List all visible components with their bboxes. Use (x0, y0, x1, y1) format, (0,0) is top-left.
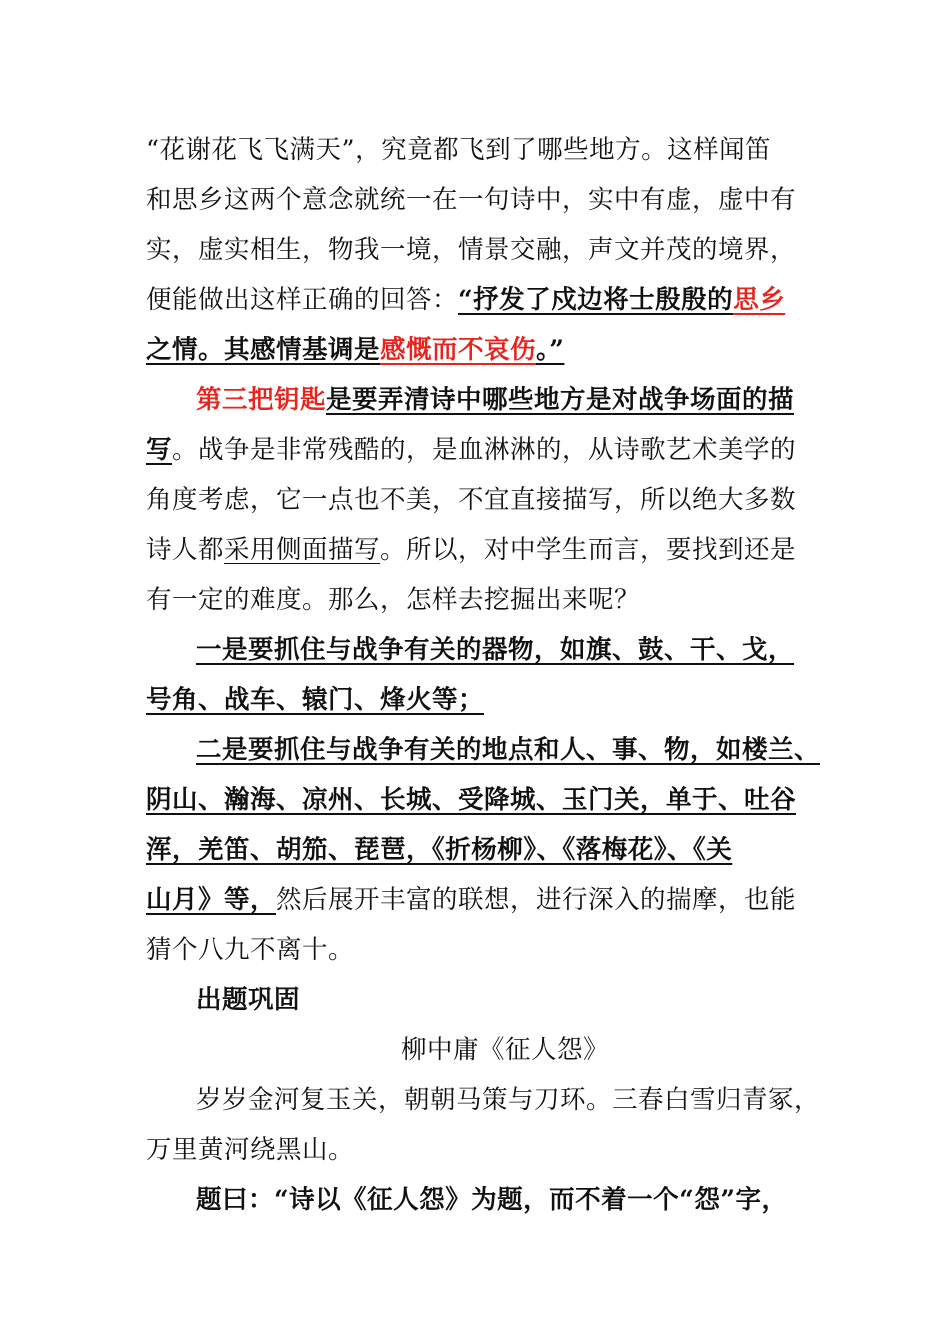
poem-line (146, 1132, 354, 1168)
section-heading (196, 982, 300, 1018)
poem-title (0, 1032, 950, 1068)
key-label: 第三把钥匙 (196, 385, 327, 415)
paragraph-line (146, 582, 640, 618)
text: 。所以，对中学生而言，要找到还是 (380, 535, 797, 565)
point-two: 浑，羌笛、胡笳、琵琶，《折杨柳》、《落梅花》、《关 (146, 835, 733, 865)
text: 诗人都 (146, 535, 225, 565)
poem-line (196, 1082, 820, 1118)
answer-keyword-tone: 感慨而不哀伤 (380, 335, 537, 365)
question-text: 题曰：“诗以《征人怨》为题，而不着一个“怨”字， (196, 1185, 788, 1215)
text: 猜个八九不离十。 (146, 935, 355, 965)
point-two: 阴山、瀚海、凉州、长城、受降城、玉门关，单于、吐谷 (146, 785, 797, 815)
paragraph-line (146, 482, 796, 518)
paragraph-line (146, 682, 484, 718)
paragraph-line (146, 532, 796, 568)
key-description: 是要弄清诗中哪些地方是对战争场面的描 (326, 385, 795, 415)
paragraph-line (146, 932, 354, 968)
text: 便能做出这样正确的回答： (146, 285, 459, 315)
paragraph-line (146, 832, 732, 868)
answer-keyword-homesick: 思乡 (733, 285, 786, 315)
paragraph-line (196, 632, 794, 668)
poem-text: 万里黄河绕黑山。 (146, 1135, 355, 1165)
underlined-phrase: 采用侧面描写 (224, 535, 381, 565)
paragraph-line (146, 282, 785, 318)
paragraph-line (146, 132, 771, 168)
paragraph-line (146, 782, 796, 818)
point-one: 号角、战车、辕门、烽火等； (146, 685, 485, 715)
text: 角度考虑，它一点也不美，不宜直接描写，所以绝大多数 (146, 485, 797, 515)
text: 和思乡这两个意念就统一在一句诗中，实中有虚，虚中有 (146, 185, 797, 215)
question-line (196, 1182, 788, 1218)
point-one: 一是要抓住与战争有关的器物，如旗、鼓、干、戈， (196, 635, 795, 665)
paragraph-line (146, 432, 796, 468)
paragraph-line (196, 382, 794, 418)
paragraph-line (146, 232, 796, 268)
heading-text: 出题巩固 (196, 985, 301, 1015)
text: 有一定的难度。那么，怎样去挖掘出来呢？ (146, 585, 641, 615)
poem-text: 岁岁金河复玉关，朝朝马策与刀环。三春白雪归青冢， (196, 1085, 821, 1115)
text: 然后展开丰富的联想，进行深入的揣摩，也能 (276, 885, 797, 915)
point-two: 二是要抓住与战争有关的地点和人、事、物，如楼兰、 (196, 735, 821, 765)
paragraph-line (196, 732, 820, 768)
answer-quote: “抒发了戍边将士殷殷的 (458, 285, 734, 315)
text: “花谢花飞飞满天”，究竟都飞到了哪些地方。这样闻笛 (146, 135, 772, 165)
poem-title-text: 柳中庸《征人怨》 (400, 1035, 609, 1065)
paragraph-line (146, 332, 564, 368)
answer-quote-end: 。” (536, 335, 565, 365)
point-two: 山月》等， (146, 885, 277, 915)
paragraph-line (146, 882, 796, 918)
paragraph-line (146, 182, 796, 218)
text: 实，虚实相生，物我一境，情景交融，声文并茂的境界， (146, 235, 797, 265)
answer-quote: 之情。其感情基调是 (146, 335, 381, 365)
text: 。战争是非常残酷的，是血淋淋的，从诗歌艺术美学的 (172, 435, 797, 465)
key-description: 写 (146, 435, 173, 465)
